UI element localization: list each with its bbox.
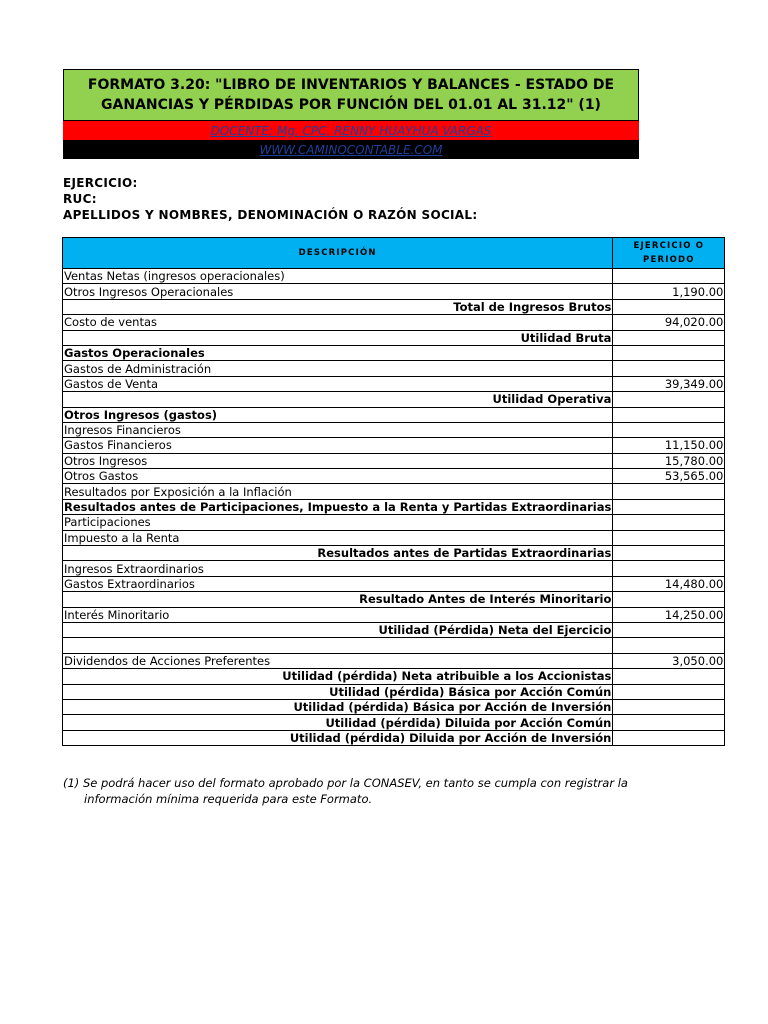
row-label: Utilidad (pérdida) Diluida por Acción Común xyxy=(63,715,613,730)
table-row xyxy=(63,299,725,314)
row-label: Costo de ventas xyxy=(63,315,613,330)
row-label: Otros Gastos xyxy=(63,469,613,484)
table-row xyxy=(63,453,725,468)
row-amount xyxy=(613,592,725,607)
table-row xyxy=(63,422,725,437)
table-header-row xyxy=(63,238,725,269)
teacher-banner[interactable]: DOCENTE: Mg. CPC. RENNY HUAYHUA VARGAS xyxy=(63,121,639,140)
table-row xyxy=(63,469,725,484)
footnote-line-2: información mínima requerida para este Formato. xyxy=(84,792,373,806)
row-amount: 11,150.00 xyxy=(613,438,725,453)
row-label: Ingresos Extraordinarios xyxy=(63,561,613,576)
table-row xyxy=(63,284,725,299)
table-row xyxy=(63,438,725,453)
row-label: Utilidad Bruta xyxy=(63,330,613,345)
row-label: Utilidad (pérdida) Básica por Acción Común xyxy=(63,684,613,699)
row-label: Otros Ingresos (gastos) xyxy=(63,407,613,422)
row-amount xyxy=(613,484,725,499)
table-row xyxy=(63,376,725,391)
row-label: Resultados antes de Partidas Extraordinarias xyxy=(63,546,613,561)
row-amount: 15,780.00 xyxy=(613,453,725,468)
row-amount xyxy=(613,392,725,407)
row-amount xyxy=(613,715,725,730)
row-amount xyxy=(613,299,725,314)
row-amount: 94,020.00 xyxy=(613,315,725,330)
row-label: Gastos de Venta xyxy=(63,376,613,391)
row-label: Resultado Antes de Interés Minoritario xyxy=(63,592,613,607)
table-row xyxy=(63,607,725,622)
row-amount xyxy=(613,699,725,714)
amount-header-line-1: EJERCICIO O xyxy=(633,241,705,251)
row-label: Resultados por Exposición a la Inflación xyxy=(63,484,613,499)
row-amount: 39,349.00 xyxy=(613,376,725,391)
row-amount: 14,480.00 xyxy=(613,576,725,591)
row-label xyxy=(63,638,613,653)
row-label: Gastos Extraordinarios xyxy=(63,576,613,591)
row-amount xyxy=(613,515,725,530)
table-row xyxy=(63,392,725,407)
row-amount xyxy=(613,422,725,437)
row-amount xyxy=(613,361,725,376)
row-amount xyxy=(613,684,725,699)
income-statement-table xyxy=(62,237,725,746)
row-label: Gastos de Administración xyxy=(63,361,613,376)
table-row xyxy=(63,592,725,607)
table-row xyxy=(63,622,725,637)
row-amount xyxy=(613,622,725,637)
row-amount xyxy=(613,730,725,745)
ejercicio-label: EJERCICIO: xyxy=(63,176,138,190)
row-amount xyxy=(613,345,725,360)
description-column-header: DESCRIPCIÓN xyxy=(63,238,613,269)
website-link[interactable]: WWW.CAMINOCONTABLE.COM xyxy=(63,140,639,159)
table-row xyxy=(63,499,725,514)
amount-header-line-2: PERIODO xyxy=(643,255,695,265)
table-row xyxy=(63,407,725,422)
table-row xyxy=(63,484,725,499)
row-label: Resultados antes de Participaciones, Impuesto a la Renta y Partidas Extraordinarias xyxy=(64,500,612,515)
table-row xyxy=(63,699,725,714)
row-label: Participaciones xyxy=(63,515,613,530)
footnote-line-1: (1) Se podrá hacer uso del formato aprobado por la CONASEV, en tanto se cumpla con registrar la xyxy=(63,776,628,790)
row-label: Ingresos Financieros xyxy=(63,422,613,437)
row-label: Utilidad (pérdida) Diluida por Acción de Inversión xyxy=(63,730,613,745)
row-amount: 3,050.00 xyxy=(613,653,725,668)
row-amount xyxy=(613,407,725,422)
table-row xyxy=(63,515,725,530)
table-row xyxy=(63,530,725,545)
row-amount xyxy=(613,330,725,345)
table-row xyxy=(63,715,725,730)
row-label: Ventas Netas (ingresos operacionales) xyxy=(63,269,613,284)
row-label: Utilidad Operativa xyxy=(63,392,613,407)
row-amount xyxy=(613,269,725,284)
row-label: Interés Minoritario xyxy=(63,607,613,622)
row-amount xyxy=(613,561,725,576)
row-amount: 53,565.00 xyxy=(613,469,725,484)
table-row xyxy=(63,361,725,376)
row-amount: 14,250.00 xyxy=(613,607,725,622)
table-row xyxy=(63,684,725,699)
table-row xyxy=(63,330,725,345)
table-row xyxy=(63,669,725,684)
row-label: Total de Ingresos Brutos xyxy=(63,299,613,314)
razon-social-label: APELLIDOS Y NOMBRES, DENOMINACIÓN O RAZÓN SOCIAL: xyxy=(63,208,478,222)
row-label: Utilidad (Pérdida) Neta del Ejercicio xyxy=(63,622,613,637)
table-row xyxy=(63,546,725,561)
table-row xyxy=(63,576,725,591)
footnote xyxy=(63,775,643,807)
table-row xyxy=(63,269,725,284)
row-amount xyxy=(613,530,725,545)
row-amount: 1,190.00 xyxy=(613,284,725,299)
row-label: Otros Ingresos xyxy=(63,453,613,468)
table-body xyxy=(63,269,725,746)
row-amount xyxy=(613,638,725,653)
row-amount xyxy=(613,499,725,514)
table-row xyxy=(63,653,725,668)
table-row xyxy=(63,730,725,745)
table-row xyxy=(63,638,725,653)
row-label: Otros Ingresos Operacionales xyxy=(63,284,613,299)
row-label: Gastos Financieros xyxy=(63,438,613,453)
row-label: Utilidad (pérdida) Neta atribuible a los Accionistas xyxy=(63,669,613,684)
ruc-label: RUC: xyxy=(63,192,97,206)
amount-column-header xyxy=(613,238,725,269)
row-amount xyxy=(613,546,725,561)
row-label: Dividendos de Acciones Preferentes xyxy=(63,653,613,668)
row-label: Gastos Operacionales xyxy=(63,345,613,360)
table-row xyxy=(63,315,725,330)
table-row xyxy=(63,345,725,360)
table-row xyxy=(63,561,725,576)
row-label: Impuesto a la Renta xyxy=(63,530,613,545)
document-title: FORMATO 3.20: "LIBRO DE INVENTARIOS Y BALANCES - ESTADO DE GANANCIAS Y PÉRDIDAS POR FUNCIÓN DEL 01.01 AL 31.12" (1) xyxy=(63,69,639,121)
row-amount xyxy=(613,669,725,684)
row-label: Utilidad (pérdida) Básica por Acción de Inversión xyxy=(63,699,613,714)
